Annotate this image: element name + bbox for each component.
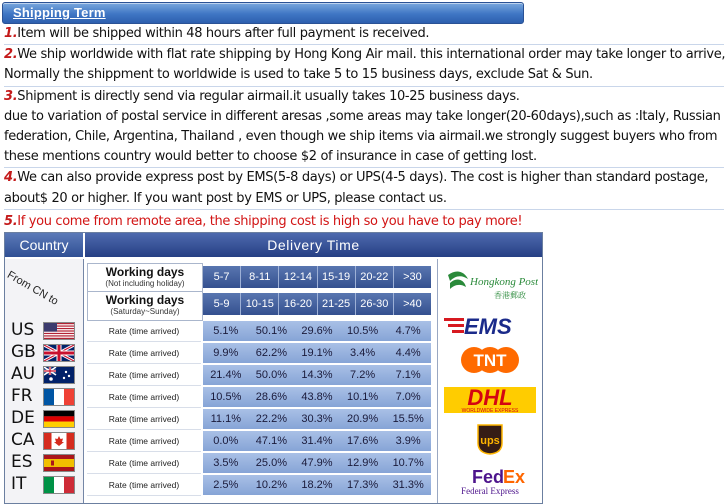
flag-row-fr: [5, 385, 83, 407]
country-code: CA: [11, 430, 35, 450]
term-4: 4.We can also provide express post by EMS(5-8 days) or UPS(4-5 days). The cost is higher than standard postage, about$ 20 or higher. If you want post by EMS or UPS, please contact us.: [4, 170, 709, 206]
flag-row-us: [5, 319, 83, 341]
table-row: [87, 475, 431, 495]
rate-cell: 10.7%: [392, 457, 424, 469]
rate-cell: 3.9%: [395, 435, 421, 447]
rate-cell: 31.4%: [301, 435, 333, 447]
from-cn-label: From CN to: [5, 269, 61, 308]
svg-text:EMS: EMS: [464, 314, 512, 339]
rate-cell: 20.9%: [346, 413, 379, 425]
rate-cell: 7.1%: [395, 369, 421, 381]
svg-text:DHL: DHL: [467, 385, 513, 410]
term-3: 3.Shipment is directly send via regular airmail.it usually takes 10-25 business days.: [4, 88, 520, 104]
flag-gb-icon: [43, 344, 75, 362]
country-code: US: [11, 320, 35, 340]
country-code: IT: [11, 474, 27, 494]
rate-cells: [203, 387, 431, 407]
rate-cell: 9.9%: [213, 347, 239, 359]
svg-text:Hongkong Post: Hongkong Post: [470, 276, 538, 288]
svg-text:ups: ups: [480, 435, 500, 447]
flag-us-icon: [43, 322, 75, 340]
delivery-time-header: Delivery Time: [85, 233, 542, 257]
working-days-box: Working days (Not including holiday): [87, 263, 203, 293]
working-days-weekend-ranges: 5-9 10-15 16-20 21-25 26-30 >40: [203, 293, 431, 315]
rate-cell: 10.5%: [210, 391, 242, 403]
flag-row-gb: [5, 341, 83, 363]
rate-cell: 10.2%: [255, 479, 287, 491]
rate-cell: 22.2%: [255, 413, 287, 425]
dhl-icon: [442, 383, 538, 417]
rate-cell: 4.7%: [395, 325, 421, 337]
rate-cell: 12.9%: [346, 457, 379, 469]
rate-cells: [203, 409, 431, 429]
fedex-icon: [442, 463, 538, 497]
svg-text:香港郵政: 香港郵政: [494, 291, 526, 300]
rate-cell: 28.6%: [255, 391, 287, 403]
flag-row-au: [5, 363, 83, 385]
flag-row-de: [5, 407, 83, 429]
working-days-weekend-box: Working days (Saturday~Sunday): [87, 291, 203, 321]
country-code: ES: [11, 452, 33, 472]
rate-cell: 15.5%: [392, 413, 424, 425]
rate-cell: 25.0%: [255, 457, 287, 469]
rate-cells: [203, 453, 431, 473]
rate-cell: 10.1%: [346, 391, 379, 403]
table-row: [87, 453, 431, 473]
rate-cell: 14.3%: [301, 369, 333, 381]
rate-cell: 10.5%: [346, 325, 379, 337]
rate-cell: 17.6%: [346, 435, 379, 447]
rate-cell: 50.0%: [255, 369, 287, 381]
rate-cells: [203, 321, 431, 341]
flag-it-icon: [43, 476, 75, 494]
term-2: 2.We ship worldwide with flat rate shipping by Hong Kong Air mail. this international order may take longer to arrive, Normally the shippment to worldwide is used to take 5 to 15 business days, exclude Sat & Sun.: [4, 47, 726, 83]
term-1: 1.Item will be shipped within 48 hours after full payment is received.: [4, 26, 430, 41]
rate-cells: [203, 343, 431, 363]
term-3-extra: due to variation of postal service in different aresas ,some areas may take longer(20-60days),such as :Italy, Russian federation, Chile, Argentina, Thailand , even though we ship items via airmail.we strongly suggest buyers who from these mentions country would better to choose $2 of insurance in case of getting lost.: [4, 108, 721, 165]
flag-ca-icon: [43, 432, 75, 450]
rate-cell: 62.2%: [255, 347, 287, 359]
rate-cell: 17.3%: [346, 479, 379, 491]
rate-label: Rate (time arrived): [87, 431, 201, 452]
rate-cell: 19.1%: [301, 347, 333, 359]
rate-cell: 0.0%: [213, 435, 239, 447]
hongkong-post-icon: [442, 265, 538, 305]
svg-text:TNT: TNT: [473, 351, 507, 370]
shipping-term-title: Shipping Term: [13, 5, 106, 20]
rate-label: Rate (time arrived): [87, 409, 201, 430]
delivery-table: [4, 232, 543, 504]
flag-es-icon: [43, 454, 75, 472]
country-header: Country: [5, 233, 83, 257]
carrier-logos: [437, 259, 542, 503]
tnt-icon: [442, 345, 538, 375]
svg-text:Federal Express: Federal Express: [461, 486, 519, 496]
rate-cell: 21.4%: [210, 369, 242, 381]
flag-row-es: [5, 451, 83, 473]
divider: [4, 209, 724, 210]
working-days-ranges: 5-7 8-11 12-14 15-19 20-22 >30: [203, 266, 431, 288]
rate-cells: [203, 475, 431, 495]
rate-cell: 3.5%: [213, 457, 239, 469]
flag-fr-icon: [43, 388, 75, 406]
fedex-logo: [442, 463, 538, 497]
svg-text:Ex: Ex: [503, 467, 526, 487]
table-row: [87, 365, 431, 385]
term-5: 5.If you come from remote area, the shipping cost is high so you have to pay more!: [4, 213, 523, 229]
rate-cell: 47.9%: [301, 457, 333, 469]
country-code: FR: [11, 386, 33, 406]
table-row: [87, 321, 431, 341]
country-code: AU: [11, 364, 36, 384]
rate-label: Rate (time arrived): [87, 475, 201, 496]
dhl-logo: [442, 383, 538, 417]
ups-logo: [442, 423, 538, 455]
ups-icon: [442, 423, 538, 455]
rate-cell: 43.8%: [301, 391, 333, 403]
tnt-logo: [442, 345, 538, 375]
table-row: [87, 343, 431, 363]
country-code: GB: [11, 342, 36, 362]
flag-de-icon: [43, 410, 75, 428]
rate-cell: 18.2%: [301, 479, 333, 491]
shipping-terms: [4, 24, 726, 232]
rate-cell: 30.3%: [301, 413, 333, 425]
rate-cell: 47.1%: [255, 435, 287, 447]
rate-cell: 7.0%: [395, 391, 421, 403]
rate-label: Rate (time arrived): [87, 321, 201, 342]
shipping-term-header: [2, 2, 524, 24]
table-row: [87, 387, 431, 407]
rate-cell: 29.6%: [301, 325, 333, 337]
svg-text:WORLDWIDE EXPRESS: WORLDWIDE EXPRESS: [461, 408, 519, 414]
rate-cell: 31.3%: [392, 479, 424, 491]
rate-label: Rate (time arrived): [87, 365, 201, 386]
flag-au-icon: [43, 366, 75, 384]
rate-label: Rate (time arrived): [87, 343, 201, 364]
table-row: [87, 431, 431, 451]
country-code: DE: [11, 408, 35, 428]
rate-cell: 5.1%: [213, 325, 239, 337]
table-row: [87, 409, 431, 429]
rate-label: Rate (time arrived): [87, 453, 201, 474]
svg-text:Fed: Fed: [472, 467, 505, 487]
rate-cell: 2.5%: [213, 479, 239, 491]
rate-label: Rate (time arrived): [87, 387, 201, 408]
flag-row-it: [5, 473, 83, 495]
rate-cells: [203, 431, 431, 451]
rate-cell: 50.1%: [255, 325, 287, 337]
ems-icon: [442, 311, 538, 339]
flag-row-ca: [5, 429, 83, 451]
hongkong-post-logo: [442, 265, 538, 305]
rate-cell: 4.4%: [395, 347, 421, 359]
rate-cells: [203, 365, 431, 385]
rate-cell: 7.2%: [350, 369, 376, 381]
rate-cell: 3.4%: [350, 347, 376, 359]
rate-cell: 11.1%: [210, 413, 241, 425]
ems-logo: [442, 311, 538, 339]
